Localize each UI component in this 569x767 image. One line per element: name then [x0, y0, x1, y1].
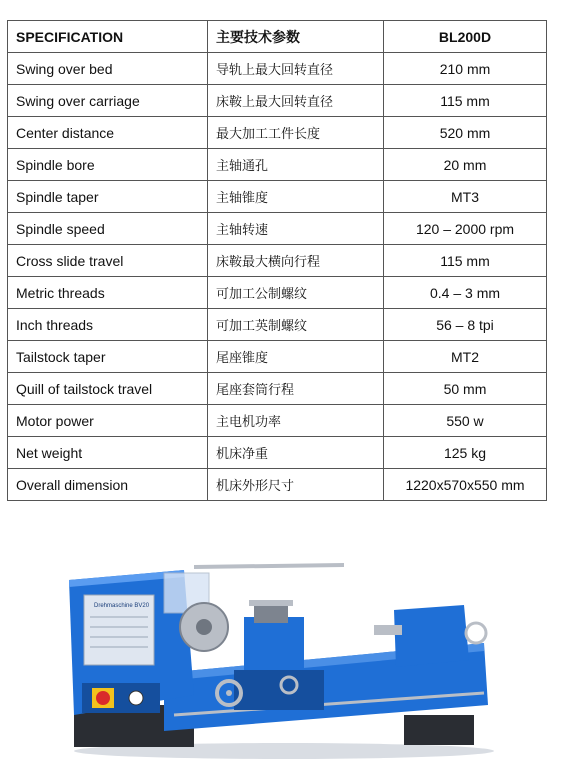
table-row — [8, 277, 547, 309]
rear-splash-guard — [194, 563, 344, 569]
table-row — [8, 373, 547, 405]
power-switch-icon — [129, 691, 143, 705]
spec-cell: Spindle speed — [8, 213, 208, 245]
chinese-cell: 可加工英制螺纹 — [208, 309, 384, 341]
value-cell: 56 – 8 tpi — [384, 309, 547, 341]
spec-cell: Spindle bore — [8, 149, 208, 181]
spec-cell: Center distance — [8, 117, 208, 149]
table-row — [8, 469, 547, 501]
chinese-cell: 床鞍上最大回转直径 — [208, 85, 384, 117]
machine-plate-text: Drehmaschine BV20 — [94, 603, 150, 609]
value-cell: 210 mm — [384, 53, 547, 85]
chinese-cell: 主轴锥度 — [208, 181, 384, 213]
carriage — [244, 617, 304, 672]
table-row — [8, 341, 547, 373]
chinese-cell: 主轴通孔 — [208, 149, 384, 181]
right-foot — [404, 715, 474, 745]
header-specification: SPECIFICATION — [8, 21, 208, 53]
table-row — [8, 53, 547, 85]
chinese-cell: 导轨上最大回转直径 — [208, 53, 384, 85]
tool-post — [254, 605, 288, 623]
table-row — [8, 405, 547, 437]
spec-cell: Swing over carriage — [8, 85, 208, 117]
spec-cell: Metric threads — [8, 277, 208, 309]
value-cell: 115 mm — [384, 85, 547, 117]
spec-cell: Spindle taper — [8, 181, 208, 213]
chinese-cell: 尾座锥度 — [208, 341, 384, 373]
spec-cell: Net weight — [8, 437, 208, 469]
chinese-cell: 主电机功率 — [208, 405, 384, 437]
header-chinese: 主要技术参数 — [208, 21, 384, 53]
value-cell: 0.4 – 3 mm — [384, 277, 547, 309]
specification-table — [7, 20, 547, 501]
value-cell: 520 mm — [384, 117, 547, 149]
value-cell: 1220x570x550 mm — [384, 469, 547, 501]
spec-cell: Overall dimension — [8, 469, 208, 501]
table-row — [8, 85, 547, 117]
chinese-cell: 床鞍最大横向行程 — [208, 245, 384, 277]
value-cell: 115 mm — [384, 245, 547, 277]
table-row — [8, 117, 547, 149]
tailstock-handwheel — [466, 623, 486, 643]
value-cell: 550 w — [384, 405, 547, 437]
value-cell: 50 mm — [384, 373, 547, 405]
chinese-cell: 机床外形尺寸 — [208, 469, 384, 501]
header-model: BL200D — [384, 21, 547, 53]
table-row — [8, 309, 547, 341]
spec-cell: Inch threads — [8, 309, 208, 341]
apron — [234, 670, 324, 710]
value-cell: MT2 — [384, 341, 547, 373]
value-cell: MT3 — [384, 181, 547, 213]
value-cell: 120 – 2000 rpm — [384, 213, 547, 245]
chinese-cell: 尾座套筒行程 — [208, 373, 384, 405]
table-row — [8, 213, 547, 245]
spec-cell: Tailstock taper — [8, 341, 208, 373]
chinese-cell: 机床净重 — [208, 437, 384, 469]
spec-cell: Swing over bed — [8, 53, 208, 85]
spec-cell: Motor power — [8, 405, 208, 437]
table-row — [8, 149, 547, 181]
tailstock-quill — [374, 625, 402, 635]
table-row — [8, 181, 547, 213]
tailstock — [394, 605, 469, 667]
value-cell: 20 mm — [384, 149, 547, 181]
chinese-cell: 最大加工工件长度 — [208, 117, 384, 149]
chinese-cell: 可加工公制螺纹 — [208, 277, 384, 309]
value-cell: 125 kg — [384, 437, 547, 469]
lathe-machine-image — [44, 555, 504, 760]
spec-cell: Quill of tailstock travel — [8, 373, 208, 405]
table-header-row — [8, 21, 547, 53]
table-row — [8, 437, 547, 469]
table-row — [8, 245, 547, 277]
spec-cell: Cross slide travel — [8, 245, 208, 277]
chinese-cell: 主轴转速 — [208, 213, 384, 245]
